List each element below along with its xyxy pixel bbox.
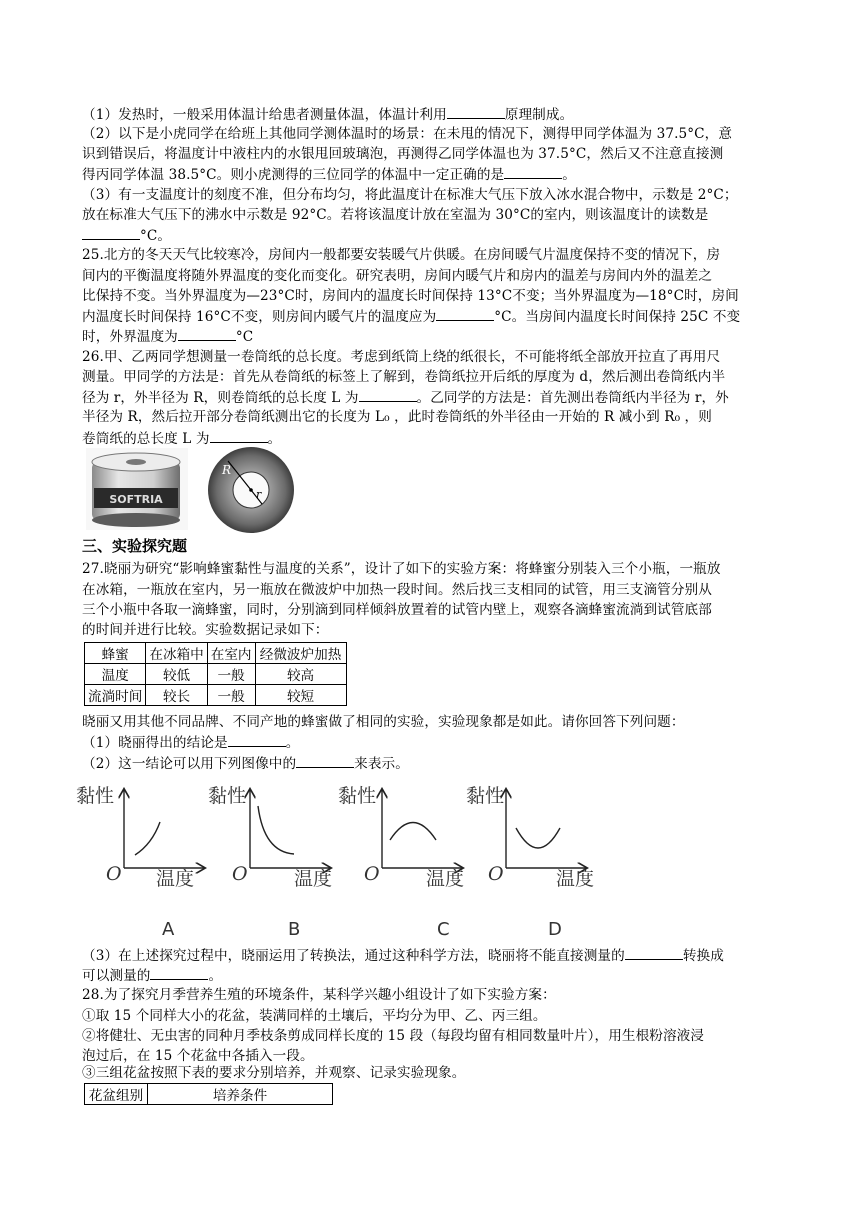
answer-blank[interactable] xyxy=(359,387,417,402)
x-axis-label: 温度 xyxy=(426,868,465,890)
q27-part3-line1: （3）在上述探究过程中，晓丽运用了转换法，通过这种科学方法，晓丽将不能直接测量的 转换成 xyxy=(82,945,724,966)
outer-radius-label: R xyxy=(222,463,232,477)
table-cell: 培养条件 xyxy=(148,1084,333,1105)
table-row xyxy=(85,664,347,685)
y-axis-label: 黏性 xyxy=(208,785,247,807)
q24-part2-line2: 识到错误后，将温度计中液柱内的水银甩回玻璃泡，再测得乙同学体温也为 37.5°C，然后又不注意直接测 xyxy=(82,146,724,162)
table-cell: 一般 xyxy=(207,664,255,685)
table-header-row xyxy=(85,643,347,664)
table-cell: 较长 xyxy=(146,685,207,706)
graph-d[interactable] xyxy=(466,785,594,940)
table-cell: 较低 xyxy=(146,664,207,685)
q26-line4: 半径为 R，然后拉开部分卷筒纸测出它的长度为 L₀ ，此时卷筒纸的外半径由一开始的 R 减小到 R₀ ，则 xyxy=(82,409,712,425)
inner-radius-label: r xyxy=(256,488,262,501)
y-axis-label: 黏性 xyxy=(338,785,377,807)
answer-blank[interactable] xyxy=(625,945,683,960)
answer-blank[interactable] xyxy=(296,753,354,768)
y-axis-label: 黏性 xyxy=(466,785,505,807)
q28-line3: ②将健壮、无虫害的同种月季枝条剪成同样长度的 15 段（每段均留有相同数量叶片），用生根粉溶液浸 xyxy=(82,1028,705,1044)
q24-part1: （1）发热时，一般采用体温计给患者测量体温，体温计利用 原理制成。 xyxy=(82,104,573,125)
table-cell: 较高 xyxy=(255,664,346,685)
paper-roll-brand: SOFTRIA xyxy=(109,493,163,506)
answer-blank[interactable] xyxy=(82,225,140,240)
q24-part3-line2: 放在标准大气压下的沸水中示数是 92°C。若将该温度计放在室温为 30°C的室内，则该温度计的读数是 xyxy=(82,207,709,223)
q26-line1: 26.甲、乙两同学想测量一卷筒纸的总长度。考虑到纸筒上绕的纸很长，不可能将纸全部放开拉直了再用尺 xyxy=(82,349,721,365)
q25-line5: 时，外界温度为 °C xyxy=(82,326,253,347)
curve-b xyxy=(258,806,294,854)
answer-blank[interactable] xyxy=(447,104,505,119)
q27-after-table: 晓丽又用其他不同品牌、不同产地的蜂蜜做了相同的实验，实验现象都是如此。请你回答下列问题： xyxy=(82,714,685,730)
answer-blank[interactable] xyxy=(228,732,286,747)
option-a-label: A xyxy=(162,919,175,940)
table-cell: 流淌时间 xyxy=(85,685,146,706)
table-cell: 温度 xyxy=(85,664,146,685)
option-d-label: D xyxy=(548,919,562,940)
answer-blank[interactable] xyxy=(210,428,268,443)
curve-c xyxy=(390,823,436,841)
paper-roll-photo xyxy=(86,448,188,530)
q27-part1: （1）晓丽得出的结论是 。 xyxy=(82,732,299,753)
q28-line4: 泡过后，在 15 个花盆中各插入一段。 xyxy=(82,1048,314,1064)
y-axis-label: 黏性 xyxy=(76,785,115,807)
q28-line1: 28.为了探究月季营养生殖的环境条件，某科学兴趣小组设计了如下实验方案： xyxy=(82,987,556,1003)
section-heading: 三、实验探究题 xyxy=(82,537,188,555)
x-axis-label: 温度 xyxy=(294,868,333,890)
table-cell: 经微波炉加热 xyxy=(255,643,346,664)
table-header-row xyxy=(85,1084,333,1105)
q28-line2: ①取 15 个同样大小的花盆，装满同样的土壤后，平均分为甲、乙、丙三组。 xyxy=(82,1008,547,1024)
answer-blank[interactable] xyxy=(150,965,208,980)
honey-data-table xyxy=(84,642,347,706)
origin-label: O xyxy=(488,863,504,885)
x-axis-label: 温度 xyxy=(556,868,595,890)
option-c-label: C xyxy=(437,919,450,940)
q26-line2: 测量。甲同学的方法是：首先从卷筒纸的标签上了解到，卷筒纸拉开后纸的厚度为 d，然后测出卷筒纸内半 xyxy=(82,369,726,385)
table-cell: 花盆组别 xyxy=(85,1084,148,1105)
q25-line3: 比保持不变。当外界温度为—23°C时，房间内的温度长时间保持 13°C不变；当外界温度为—18°C时，房间 xyxy=(82,288,739,304)
q27-line2: 在冰箱，一瓶放在室内，另一瓶放在微波炉中加热一段时间。然后找三支相同的试管，用三支滴管分别从 xyxy=(82,582,712,598)
origin-label: O xyxy=(232,863,248,885)
viscosity-graphs xyxy=(72,772,612,942)
table-cell: 较短 xyxy=(255,685,346,706)
graph-a[interactable] xyxy=(76,785,204,940)
q27-line3: 三个小瓶中各取一滴蜂蜜，同时，分别滴到同样倾斜放置着的试管内壁上，观察各滴蜂蜜流淌到试管底部 xyxy=(82,602,712,618)
culture-conditions-table xyxy=(84,1083,333,1105)
answer-blank[interactable] xyxy=(504,164,562,179)
x-axis-label: 温度 xyxy=(156,868,195,890)
q24-part3-line3: °C。 xyxy=(82,225,171,246)
q25-line4: 内温度长时间保持 16°C不变，则房间内暖气片的温度应为 °C。当房间内温度长时间保持 25C 不变 xyxy=(82,306,740,327)
table-cell: 一般 xyxy=(207,685,255,706)
curve-a xyxy=(135,822,160,855)
graph-c[interactable] xyxy=(338,785,464,940)
table-cell: 蜂蜜 xyxy=(85,643,146,664)
q25-line2: 间内的平衡温度将随外界温度的变化而变化。研究表明，房间内暖气片和房内的温差与房间内外的温差之 xyxy=(82,268,712,284)
curve-d xyxy=(516,828,560,848)
option-b-label: B xyxy=(288,919,301,940)
q27-line1: 27.晓丽为研究“影响蜂蜜黏性与温度的关系”，设计了如下的实验方案：将蜂蜜分别装入三个小瓶，一瓶放 xyxy=(82,561,721,577)
table-row xyxy=(85,685,347,706)
roll-cross-section-diagram xyxy=(204,446,298,534)
q24-part3-line1: （3）有一支温度计的刻度不准，但分布均匀，将此温度计在标准大气压下放入冰水混合物中，示数是 2°C； xyxy=(82,187,738,203)
q27-line4: 的时间并进行比较。实验数据记录如下： xyxy=(82,622,329,638)
q27-part3-line2: 可以测量的 。 xyxy=(82,965,222,986)
origin-label: O xyxy=(106,863,122,885)
origin-label: O xyxy=(364,863,380,885)
q24-part2-line3: 得丙同学体温 38.5°C。则小虎测得的三位同学的体温中一定正确的是 。 xyxy=(82,164,576,185)
table-cell: 在室内 xyxy=(207,643,255,664)
table-cell: 在冰箱中 xyxy=(146,643,207,664)
answer-blank[interactable] xyxy=(178,326,236,341)
answer-blank[interactable] xyxy=(436,306,494,321)
q26-line5: 卷筒纸的总长度 L 为 。 xyxy=(82,428,281,449)
q28-line5: ③三组花盆按照下表的要求分别培养，并观察、记录实验现象。 xyxy=(82,1065,466,1081)
q26-line3: 径为 r，外半径为 R，则卷筒纸的总长度 L 为 。乙同学的方法是：首先测出卷筒纸内半径为 r，外 xyxy=(82,387,729,408)
q24-part2-line1: （2）以下是小虎同学在给班上其他同学测体温时的场景：在未甩的情况下，测得甲同学体温为 37.5°C，意 xyxy=(82,126,733,142)
q25-line1: 25.北方的冬天天气比较寒冷，房间内一般都要安装暖气片供暖。在房间暖气片温度保持不变的情况下，房 xyxy=(82,247,721,263)
q27-part2: （2）这一结论可以用下列图像中的 来表示。 xyxy=(82,753,409,774)
graph-b[interactable] xyxy=(208,785,332,940)
